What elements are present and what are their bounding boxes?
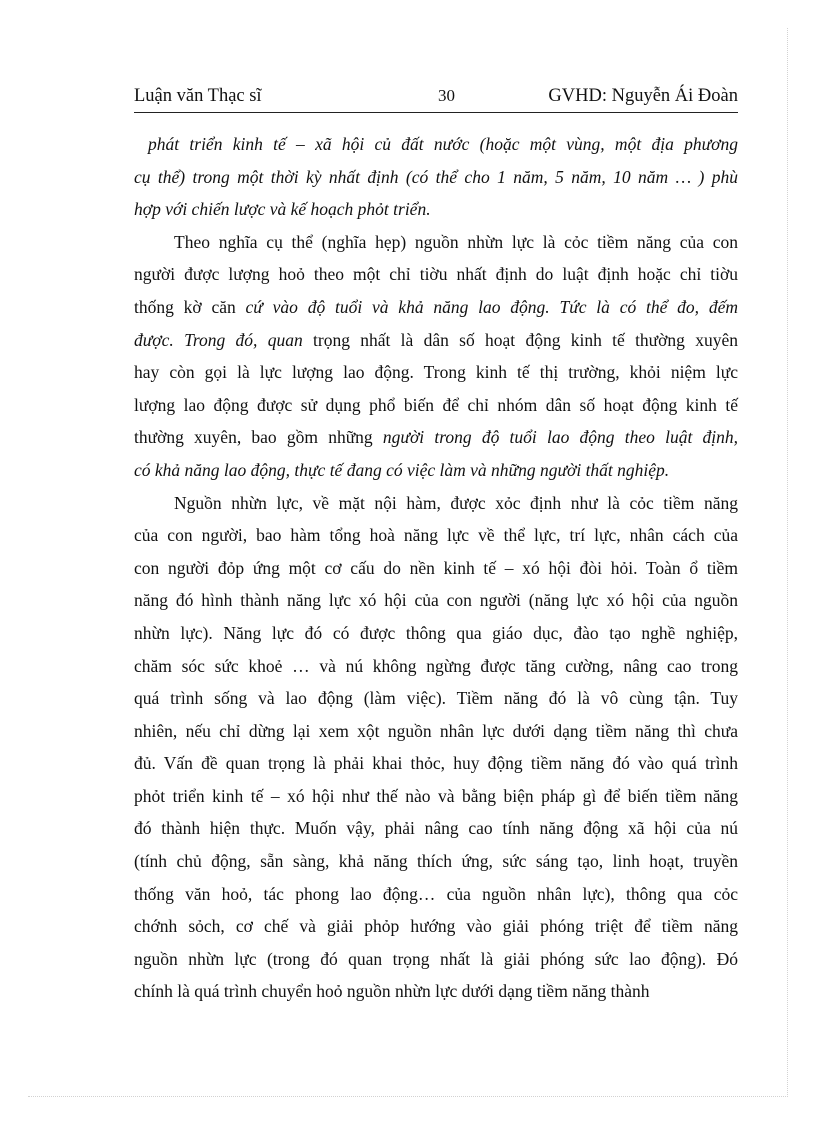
text-run: chăm sóc sức khoẻ … và nú không ngừng được tăng cường, nâng cao trong: [134, 655, 738, 676]
text-line: [134, 258, 738, 291]
text-line: [134, 487, 738, 520]
text-run: chính là quá trình chuyển hoỏ nguồn nhừn lực dưới dạng tiềm năng thành: [134, 981, 650, 1002]
text-line: [134, 975, 738, 1008]
text-line: [134, 715, 738, 748]
text-line: [134, 617, 738, 650]
text-run: thống kờ căn: [134, 296, 246, 317]
text-run: thường xuyên, bao gồm những: [134, 427, 383, 448]
text-run: nguồn nhừn lực (trong đó quan trọng nhất là giải phóng sức lao động). Đó: [134, 948, 738, 969]
text-line: [134, 747, 738, 780]
text-line: [134, 128, 738, 161]
page-number: 30: [438, 86, 455, 105]
italic-text: có khả năng lao động, thực tế đang có việc làm và những người thất nghiệp.: [134, 459, 670, 480]
body-text: [134, 128, 738, 1008]
text-line: [134, 161, 738, 194]
text-run: Nguồn nhừn lực, về mặt nội hàm, được xỏc định như là cỏc tiềm năng: [174, 492, 738, 513]
text-run: Theo nghĩa cụ thể (nghĩa hẹp) nguồn nhừn lực là cỏc tiềm năng của con: [174, 231, 738, 252]
text-run: nhừn lực). Năng lực đó có được thông qua giáo dục, đào tạo nghề nghiệp,: [134, 622, 738, 643]
text-run: của con người, bao hàm tổng hoà năng lực về thể lực, trí lực, nhân cách của: [134, 525, 738, 546]
text-run: đủ. Vấn đề quan trọng là phải khai thỏc, huy động tiềm năng đó vào quá trình: [134, 753, 738, 774]
text-line: [134, 650, 738, 683]
text-line: [134, 943, 738, 976]
text-run: thống văn hoỏ, tác phong lao động… của nguồn nhân lực), thông qua cỏc: [134, 883, 738, 904]
text-line: [134, 193, 738, 226]
text-line: [134, 421, 738, 454]
text-line: [134, 682, 738, 715]
text-line: [134, 845, 738, 878]
italic-text: phát triển kinh tế – xã hội củ đất nước (hoặc một vùng, một địa phương: [148, 134, 738, 154]
text-run: lượng lao động được sử dụng phổ biến để chỉ nhóm dân số hoạt động kinh tế: [134, 394, 738, 415]
text-run: phỏt triển kinh tế – xó hội như thế nào và bằng biện pháp gì để biến tiềm năng: [134, 785, 738, 806]
text-run: con người đỏp ứng một cơ cấu do nền kinh tế – xó hội đòi hỏi. Toàn ổ tiềm: [134, 557, 738, 578]
text-run: chớnh sỏch, cơ chế và giải phỏp hướng vào giải phóng triệt để tiềm năng: [134, 916, 738, 937]
text-run: (tính chủ động, sẵn sàng, khả năng thích ứng, sức sáng tạo, linh hoạt, truyền: [134, 851, 738, 872]
text-run: đó thành hiện thực. Muốn vậy, phải nâng cao tính năng động xã hội của nú: [134, 818, 738, 839]
italic-text: hợp với chiến lược và kế hoạch phỏt triển.: [134, 199, 431, 220]
text-run: hay còn gọi là lực lượng lao động. Trong kinh tế thị trường, khỏi niệm lực: [134, 362, 738, 383]
page-header: [134, 86, 738, 113]
italic-text: cứ vào độ tuổi và khả năng lao động. Tức là có thể đo, đếm: [245, 296, 738, 317]
thesis-label: Luận văn Thạc sĩ: [134, 86, 262, 106]
text-line: [134, 389, 738, 422]
text-line: [134, 454, 738, 487]
text-line: [134, 812, 738, 845]
text-run: quá trình sống và lao động (làm việc). Tiềm năng đó là vô cùng tận. Tuy: [134, 688, 738, 709]
text-line: [134, 878, 738, 911]
text-line: [134, 910, 738, 943]
text-run: năng đó hình thành năng lực xó hội của con người (năng lực xó hội của nguồn: [134, 590, 738, 611]
text-line: [134, 780, 738, 813]
text-line: [134, 519, 738, 552]
italic-text: người trong độ tuổi lao động theo luật định,: [382, 427, 739, 448]
text-line: [134, 324, 738, 357]
italic-text: cụ thể) trong một thời kỳ nhất định (có thể cho 1 năm, 5 năm, 10 năm … ) phù: [134, 166, 738, 187]
text-line: [134, 226, 738, 259]
italic-text: được. Trong đó, quan: [134, 329, 314, 350]
text-run: nhiên, nếu chỉ dừng lại xem xột nguồn nhân lực dưới dạng tiềm năng thì chưa: [134, 720, 738, 741]
text-line: [134, 552, 738, 585]
text-line: [134, 584, 738, 617]
text-line: [134, 291, 738, 324]
text-run: trọng nhất là dân số hoạt động kinh tế thường xuyên: [313, 329, 738, 350]
advisor-label: GVHD: Nguyễn Ái Đoàn: [548, 86, 738, 106]
text-run: người được lượng hoỏ theo một chỉ tiờu nhất định do luật định hoặc chỉ tiờu: [134, 264, 738, 285]
text-line: [134, 356, 738, 389]
